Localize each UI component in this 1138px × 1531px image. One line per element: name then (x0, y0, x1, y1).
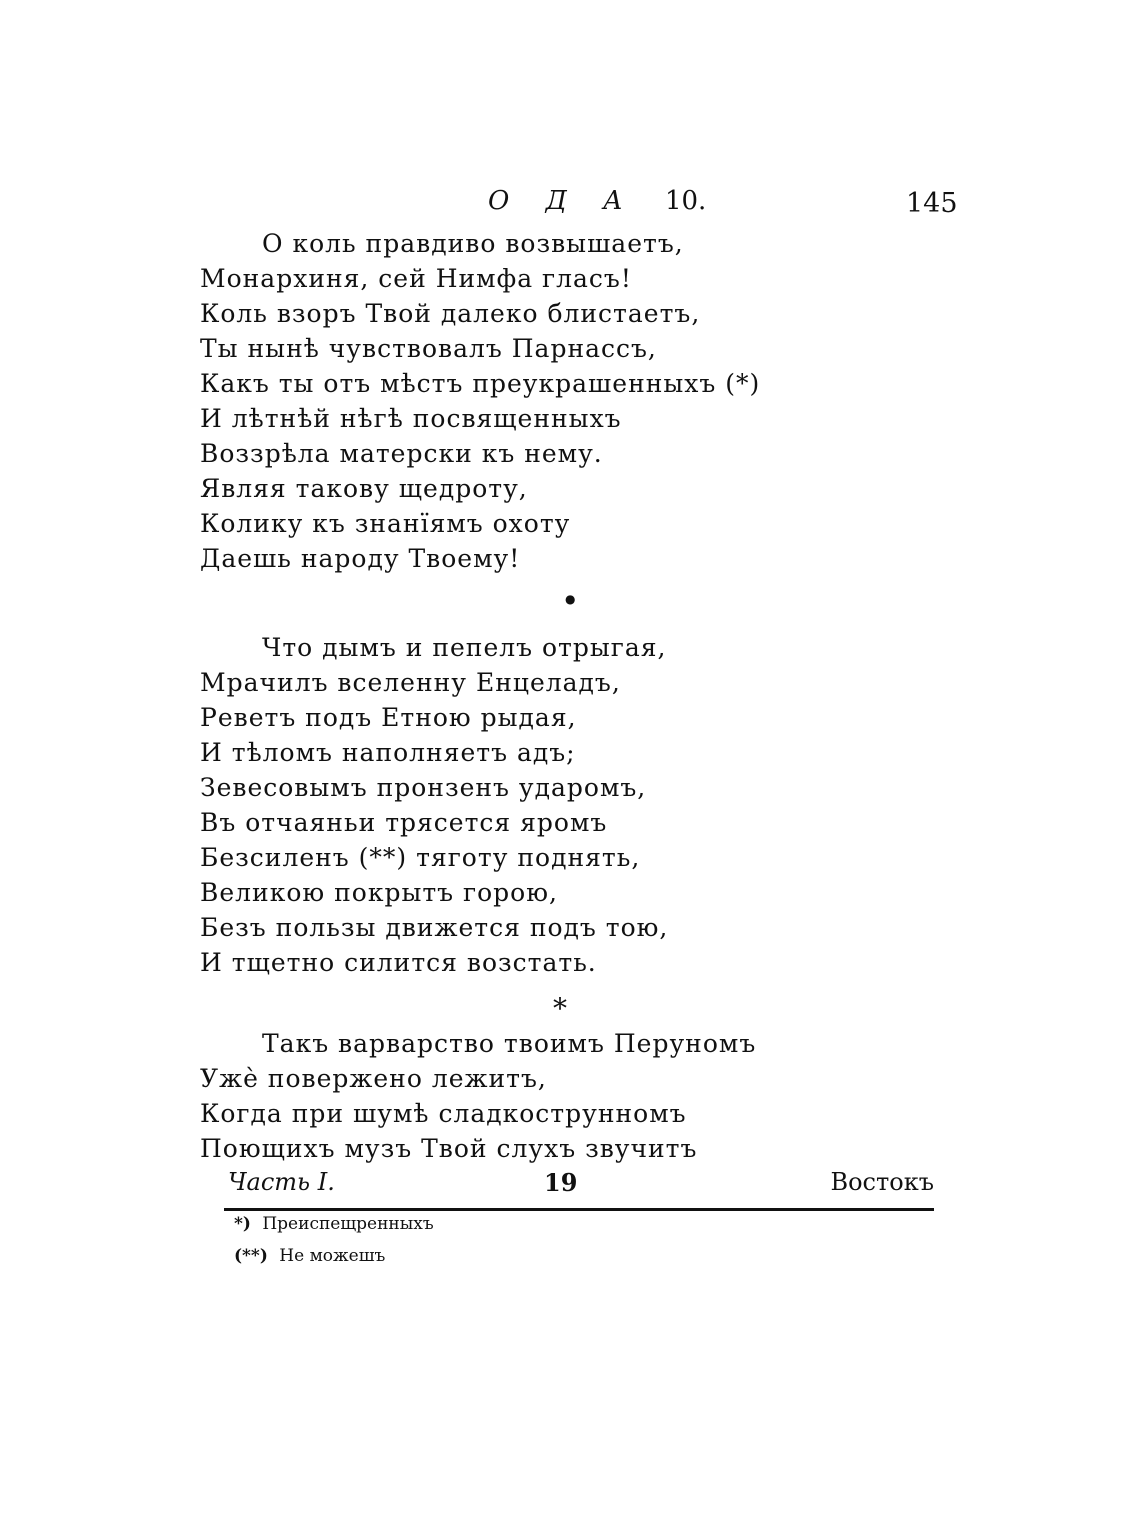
footnote-1 (234, 1208, 434, 1240)
verse-line: Великою покрытъ горою, (200, 878, 558, 907)
verse-line: Ты нынѣ чувствовалъ Парнассъ, (200, 334, 657, 363)
verse-line: Какъ ты отъ мѣстъ преукрашенныхъ (*) (200, 369, 761, 398)
verse-line: Воззрѣла матерски къ нему. (200, 439, 603, 468)
footnotes (234, 1208, 434, 1272)
footnote-text: Преиспещренныхъ (262, 1214, 434, 1234)
stanza-3 (200, 1026, 820, 1166)
footnote-mark: (**) (234, 1246, 268, 1266)
verse-line: И тщетно силится возстать. (200, 948, 597, 977)
stanza-separator-asterisk: * (553, 992, 567, 1025)
running-head (488, 186, 706, 216)
footnote-2 (234, 1240, 434, 1272)
verse-line: Колику къ знанїямъ охоту (200, 509, 571, 538)
verse-line: Когда при шумѣ сладкострунномъ (200, 1099, 687, 1128)
verse-line: Безсиленъ (**) тяготу поднять, (200, 843, 641, 872)
stanza-2 (200, 630, 820, 980)
signature-mark: 19 (544, 1168, 578, 1197)
ode-title: О Д А (488, 186, 637, 216)
verse-line: Являя такову щедроту, (200, 474, 528, 503)
verse-line: Коль взоръ Твой далеко блистаетъ, (200, 299, 701, 328)
stanza-separator-dot: ● (565, 592, 576, 606)
verse-line: И лѣтнѣй нѣгѣ посвященныхъ (200, 404, 622, 433)
verse-line: И тѣломъ наполняетъ адъ; (200, 738, 576, 767)
stanza-1 (200, 226, 820, 576)
verse-line: Поющихъ музъ Твой слухъ звучитъ (200, 1134, 698, 1163)
footnote-mark: *) (234, 1214, 251, 1234)
signature-line (228, 1168, 934, 1202)
verse-line: Зевесовымъ пронзенъ ударомъ, (200, 773, 647, 802)
verse-line: Ужѐ повержено лежитъ, (200, 1064, 547, 1093)
page-number: 145 (906, 188, 958, 219)
verse-line: Въ отчаяньи трясется яромъ (200, 808, 608, 837)
footnote-text: Не можешъ (279, 1246, 386, 1266)
part-label: Часть I. (228, 1168, 335, 1196)
verse-line: Монархиня, сей Нимфа гласъ! (200, 264, 632, 293)
catchword: Востокъ (830, 1168, 934, 1196)
verse-line: Мрачилъ вселенну Енцеладъ, (200, 668, 621, 697)
ode-number: 10. (664, 186, 707, 216)
verse-line: О коль правдиво возвышаетъ, (262, 229, 684, 258)
verse-line: Такъ варварство твоимъ Перуномъ (262, 1029, 757, 1058)
verse-line: Даешь народу Твоему! (200, 544, 521, 573)
verse-line: Что дымъ и пепелъ отрыгая, (262, 633, 667, 662)
verse-line: Безъ пользы движется подъ тою, (200, 913, 669, 942)
verse-line: Реветъ подъ Етною рыдая, (200, 703, 577, 732)
